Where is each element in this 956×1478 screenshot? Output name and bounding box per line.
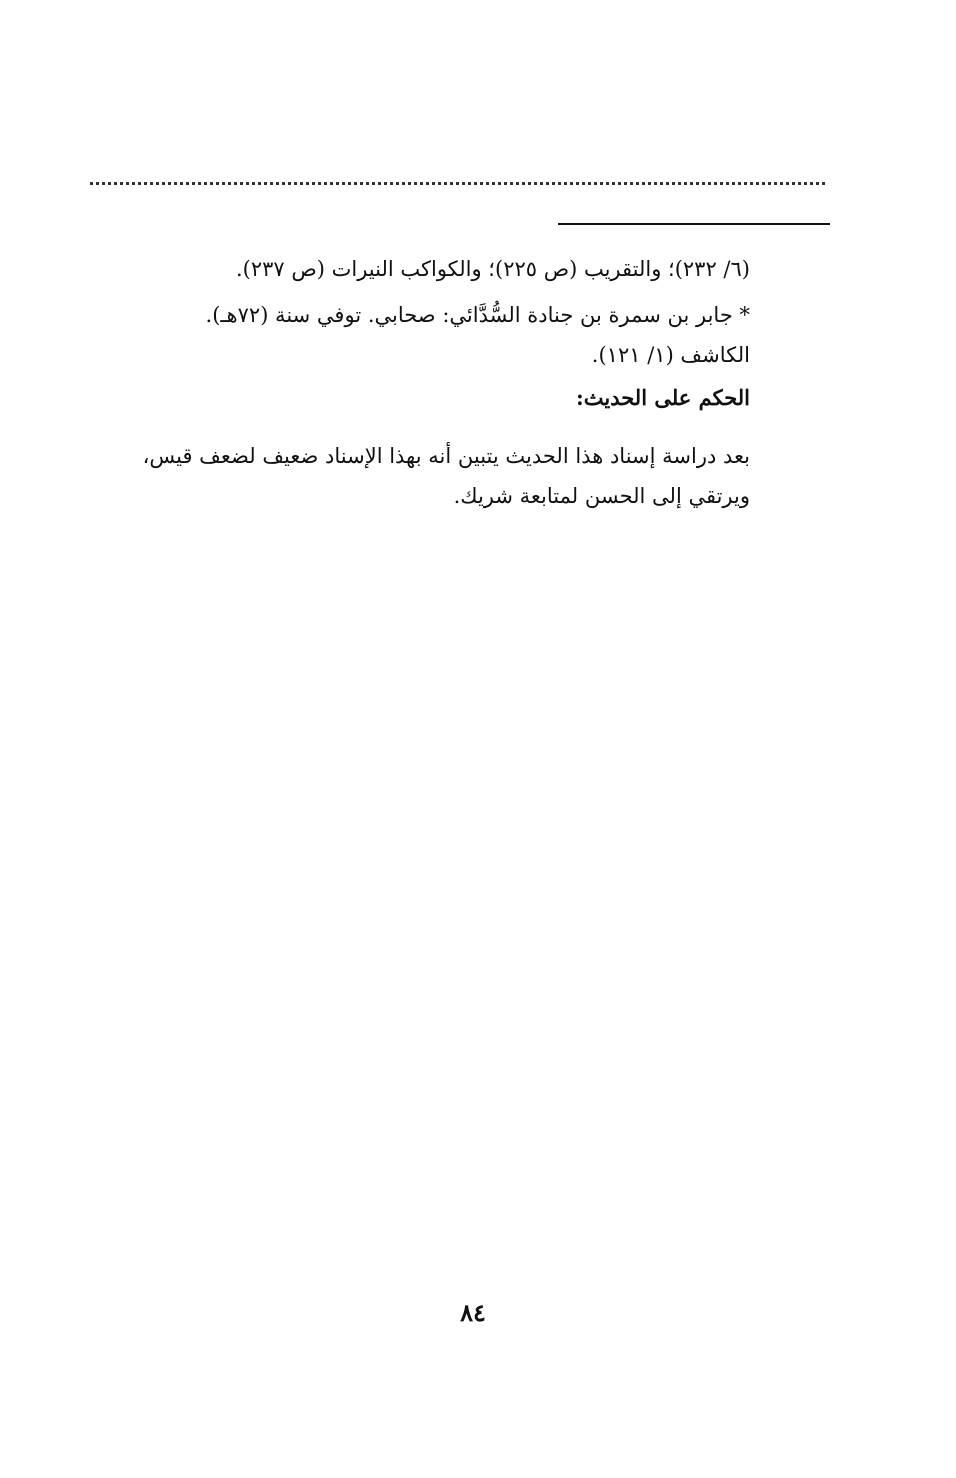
footnote-line-3: الكاشف (١/ ١٢١). bbox=[591, 343, 750, 367]
ruling-paragraph bbox=[90, 436, 750, 516]
ruling-line-1: بعد دراسة إسناد هذا الحديث يتبين أنه بهذا الإسناد ضعيف لضعف قيس، bbox=[142, 444, 750, 468]
footnote-line-1: (٦/ ٢٣٢)؛ والتقريب (ص ٢٢٥)؛ والكواكب النيرات (ص ٢٣٧). bbox=[235, 257, 750, 281]
page-number: ٨٤ bbox=[460, 1298, 486, 1327]
ruling-line-2: ويرتقي إلى الحسن لمتابعة شريك. bbox=[453, 484, 750, 508]
section-heading: الحكم على الحديث: bbox=[576, 385, 750, 410]
dotted-separator bbox=[90, 182, 825, 185]
footnote-line-2: * جابر بن سمرة بن جنادة السُّدَّائي: صحابي. توفي سنة (٧٢هـ). bbox=[205, 303, 750, 327]
footnote-separator-line bbox=[558, 223, 830, 225]
